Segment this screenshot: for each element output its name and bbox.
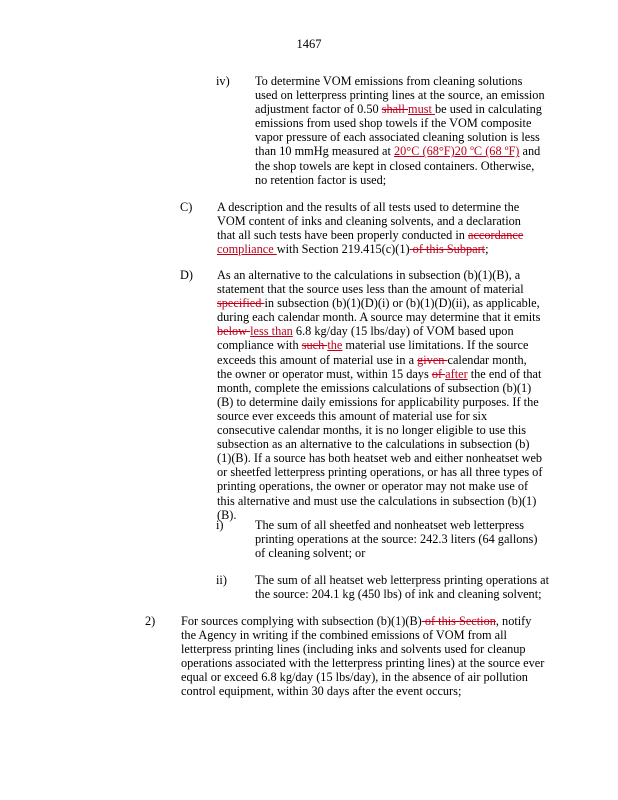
text-run: As an alternative to the calculations in subsection (b)(1)(B), a statement that the source uses less than the amount of material [217, 268, 524, 297]
text-run: A description and the results of all tests used to determine the VOM content of inks and cleaning solvents, and a declaration that all such tests have been properly conducted in [217, 200, 521, 243]
item-label: C) [180, 200, 193, 214]
text-run: For sources complying with subsection (b)(1)(B) [181, 614, 422, 628]
inserted-text: must [408, 102, 436, 117]
deleted-text: specified [217, 296, 265, 311]
inserted-text: after [445, 366, 468, 381]
deleted-text: such [301, 338, 328, 353]
text-run: To determine VOM emissions from cleaning solutions used on letterpress printing lines at the source, an emission adjustment factor of 0.50 [255, 74, 545, 117]
item-label: i) [216, 518, 224, 532]
deleted-text: given [417, 352, 448, 367]
item-text [255, 573, 551, 601]
text-run: 6.8 kg/day (15 lbs/day) of VOM based upon compliance with [217, 324, 514, 353]
deleted-text: of [431, 366, 446, 381]
text-run: and the shop towels are kept in closed containers. Otherwise, no retention factor is used; [255, 144, 541, 187]
inserted-text: the [327, 338, 343, 353]
text-run: with Section 219.415(c)(1) [276, 242, 410, 257]
text-run: in subsection (b)(1)(D)(i) or (b)(1)(D)(ii), as applicable, during each calendar month. A source may determine that it emits [217, 296, 541, 325]
item-label: 2) [145, 614, 156, 628]
text-run: be used in calculating emissions from used shop towels if the VOM composite vapor pressure of each associated cleaning solution is less than 10 mmHg measured at [255, 102, 542, 159]
item-text [255, 74, 547, 187]
inserted-text: 20 ºC (68 ºF) [454, 144, 520, 159]
deleted-text: below [217, 324, 251, 339]
text-run: the end of that month, complete the emissions calculations of subsection (b)(1)(B) to determine daily emissions for applicability purposes. If the source ever exceeds this amount of material use for six consecutive calendar months, it is no longer eligible to use this subsection as an alternative to the calculations in subsection (b)(1)(B). If a source has both heatset web and either nonheatset web or sheetfed letterpress printing operations, or has all three types of printing operations, the owner or operator may not make use of this alternative and must use the calculations in subsection (b)(1)(B). [217, 366, 543, 522]
deleted-text: accordance [467, 228, 524, 243]
inserted-text: less than [250, 324, 293, 339]
deleted-text: of this Subpart [409, 242, 486, 257]
text-run: material use limitations. If the source exceeds this amount of material use in a [217, 338, 529, 367]
item-label: D) [180, 268, 193, 282]
deleted-text: of this Section [421, 614, 496, 628]
text-run: The sum of all sheetfed and nonheatset web letterpress printing operations at the source: 242.3 liters (64 gallons) of cleaning solvent; or [255, 518, 538, 561]
text-run: The sum of all heatset web letterpress printing operations at the source: 204.1 kg (450 lbs) of ink and cleaning solvent; [255, 573, 550, 602]
text-run: calendar month, the owner or operator must, within 15 days [217, 352, 527, 381]
item-text [181, 614, 549, 699]
item-text [217, 268, 543, 522]
inserted-text: compliance [217, 242, 277, 257]
item-label: ii) [216, 573, 227, 587]
item-label: iv) [216, 74, 230, 88]
deleted-text: shall [381, 102, 409, 117]
text-run: , notify the Agency in writing if the combined emissions of VOM from all letterpress printing lines (including inks and solvents used for cleanup operations associated with the letterpress printing lines) at the source ever equal or exceed 6.8 kg/day (15 lbs/day), in the absence of air pollution control equipment, within 30 days after the event occurs; [181, 614, 545, 699]
inserted-text: 20°C (68°F) [394, 144, 455, 159]
item-text [217, 200, 537, 256]
item-text [255, 518, 547, 560]
page-number: 1467 [296, 37, 322, 51]
text-run: ; [485, 242, 489, 257]
